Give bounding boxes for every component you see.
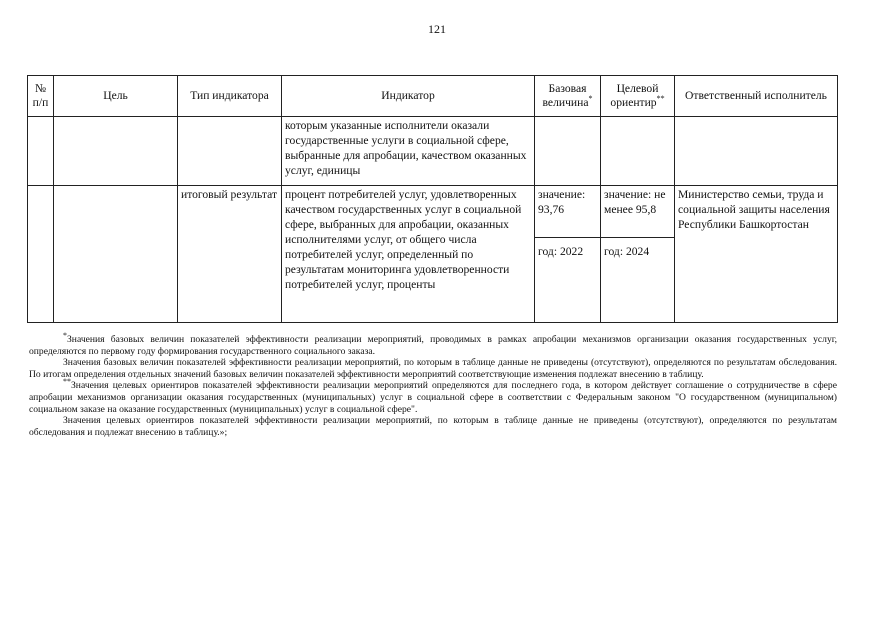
header-target-mark: ** [656,94,665,104]
footnote-mark-single: * [63,330,67,340]
cell-indicator-continued: которым указанные исполнители оказали государственные услуги в социальной сфере, выбранные для апробации, качеством оказанных услуг, единицы [282,117,535,186]
target-year: год: 2024 [601,237,674,259]
cell-goal [54,117,178,186]
header-base-value-mark: * [588,94,593,104]
header-target-label: Целевой ориентир [610,82,659,109]
cell-indicator: процент потребителей услуг, удовлетворенных качеством государственных услуг в социальной сфере, выбранных для апробации, оказанных исполнителями услуг, от общего числа потребителей услуг, определенный по результатам мониторинга удовлетворенности потребителей услуг, проценты [282,186,535,323]
cell-base-value [535,186,601,323]
cell-indicator-type: итоговый результат [178,186,282,323]
base-year: год: 2022 [535,237,600,259]
header-indicator: Индикатор [282,76,535,117]
header-responsible: Ответственный исполнитель [675,76,838,117]
footnote-base-values [29,330,837,357]
cell-target [601,186,675,323]
table-header-row [28,76,838,117]
cell-goal [54,186,178,323]
table-row-result [28,186,838,323]
footnote-text: Значения целевых ориентиров показателей эффективности реализации мероприятий определяются для последнего года, в котором действует соглашение о сотрудничестве в сфере апробации механизмов организации оказания государственных (муниципальных) услуг в социальной сфере в соответствии с Федеральным законом "О государственном (муниципальном) социальном заказе на оказание государственных (муниципальных) услуг в социальной сфере". [29,380,837,415]
page-number: 121 [428,22,446,36]
footnotes [29,330,837,438]
cell-base-value [535,117,601,186]
header-base-value-label: Базовая величина [542,82,589,109]
header-base-value [535,76,601,117]
cell-responsible: Министерство семьи, труда и социальной защиты населения Республики Башкортостан [675,186,838,323]
indicators-table [27,75,838,323]
footnote-base-values-missing: Значения базовых величин показателей эффективности реализации мероприятий, по которым в таблице данные не приведены (отсутствуют), определяются по результатам обследования. По итогам определения отдельных значений базовых величин показателей эффективности мероприятий соответствующие изменения подлежат внесению в таблицу. [29,357,837,380]
header-indicator-type: Тип индикатора [178,76,282,117]
cell-num [28,186,54,323]
cell-responsible [675,117,838,186]
header-goal: Цель [54,76,178,117]
cell-indicator-type [178,117,282,186]
header-num: № п/п [28,76,54,117]
target-value: значение: не менее 95,8 [604,188,666,216]
table-row-continued [28,117,838,186]
footnote-mark-double: ** [63,377,71,387]
footnote-text: Значения базовых величин показателей эффективности реализации мероприятий, проводимых в рамках апробации механизмов организации оказания государственных услуг, определяются по первому году формирования государственного социального заказа. [29,334,837,357]
footnote-targets [29,377,837,415]
cell-num [28,117,54,186]
footnote-targets-missing: Значения целевых ориентиров показателей эффективности реализации мероприятий, по которым в таблице данные не приведены (отсутствуют), определяются по результатам обследования и подлежат внесению в таблицу.»; [29,415,837,438]
base-value: значение: 93,76 [538,188,586,216]
header-target [601,76,675,117]
cell-target [601,117,675,186]
